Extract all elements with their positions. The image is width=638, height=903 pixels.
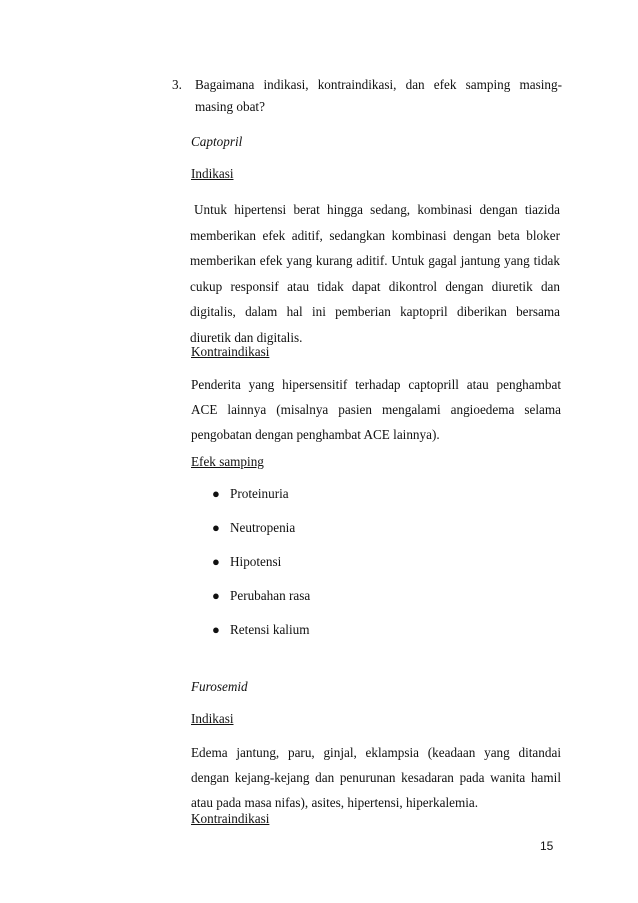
question-number: 3. (172, 77, 182, 92)
list-item: ● Neutropenia (212, 520, 296, 535)
captopril-kontraindikasi-text: Penderita yang hipersensitif terhadap captoprill atau penghambat ACE lainnya (misalnya pasien mengalami angioedema selama pengobatan dengan penghambat ACE lainnya). (191, 377, 561, 442)
list-item: ● Retensi kalium (212, 622, 310, 637)
bullet-icon: ● (212, 622, 220, 637)
captopril-kontraindikasi-label: Kontraindikasi (191, 344, 270, 359)
captopril-efek-label: Efek samping (191, 454, 264, 469)
furosemid-indikasi-label: Indikasi (191, 711, 234, 726)
furosemid-heading: Furosemid (191, 679, 248, 694)
question-item (172, 74, 562, 118)
captopril-heading: Captopril (191, 134, 243, 149)
bullet-icon: ● (212, 554, 220, 569)
list-item: ● Perubahan rasa (212, 588, 311, 603)
captopril-indikasi-text: Untuk hipertensi berat hingga sedang, kombinasi dengan tiazida memberikan efek aditif, sedangkan kombinasi dengan beta bloker memberikan efek yang kurang aditif. Untuk gagal jantung yang tidak cukup responsif atau tidak dapat dikontrol dengan diuretik dan digitalis, dalam hal ini pemberian kaptopril diberikan bersama diuretik dan digitalis. (190, 202, 560, 345)
furosemid-indikasi-text: Edema jantung, paru, ginjal, eklampsia (keadaan yang ditandai dengan kejang-kejang dan penurunan kesadaran pada wanita hamil atau pada masa nifas), asites, hipertensi, hiperkalemia. (191, 745, 561, 810)
captopril-indikasi-label: Indikasi (191, 166, 234, 181)
page-number: 15 (540, 839, 554, 853)
bullet-icon: ● (212, 588, 220, 603)
question-text: Bagaimana indikasi, kontraindikasi, dan efek samping masing-masing obat? (195, 77, 562, 114)
furosemid-kontraindikasi-label: Kontraindikasi (191, 811, 270, 826)
list-item: ● Hipotensi (212, 554, 282, 569)
list-item: ● Proteinuria (212, 486, 289, 501)
bullet-icon: ● (212, 520, 220, 535)
bullet-icon: ● (212, 486, 220, 501)
